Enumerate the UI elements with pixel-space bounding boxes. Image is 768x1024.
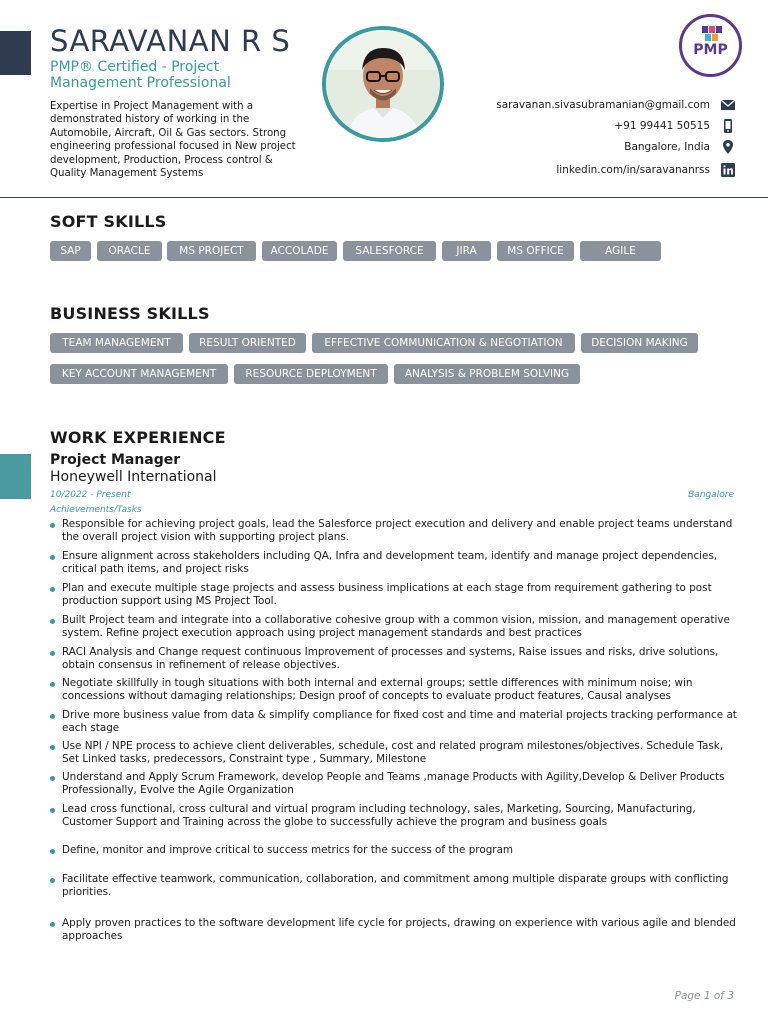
phone-icon — [720, 118, 736, 134]
achievement-item — [50, 677, 740, 703]
contact-email-text: saravanan.sivasubramanian@gmail.com — [496, 99, 710, 111]
contact-phone-text: +91 99441 50515 — [614, 120, 710, 132]
achievement-item — [50, 646, 740, 672]
profile-photo — [322, 26, 444, 142]
job-title: Project Manager — [50, 452, 181, 468]
achievement-text: Apply proven practices to the software development life cycle for projects, drawing on experience with various agile and blended approaches — [62, 917, 736, 943]
achievements-label: Achievements/Tasks — [50, 505, 142, 515]
bullet-icon — [50, 682, 55, 687]
achievement-text: Define, monitor and improve critical to success metrics for the success of the program — [62, 844, 514, 856]
skill-tag: DECISION MAKING — [581, 333, 698, 353]
candidate-name: SARAVANAN R S — [50, 24, 291, 58]
achievement-text: Drive more business value from data & simplify compliance for fixed cost and time and material projects tracking performance at each stage — [62, 709, 737, 735]
skill-tag: SAP — [50, 241, 91, 261]
bullet-icon — [50, 619, 55, 624]
achievement-text: Plan and execute multiple stage projects and assess business implications at each stage from requirement gathering to post production support using MS Project Tool. — [62, 582, 712, 608]
email-icon — [720, 97, 736, 113]
achievement-text: Negotiate skillfully in tough situations with both internal and external groups; settle differences with minimum noise; win concessions without damaging relationships; Design proof of concepts to evaluate product features, Causal analyses — [62, 677, 693, 703]
achievement-item — [50, 518, 740, 544]
bullet-icon — [50, 555, 55, 560]
skill-tag: TEAM MANAGEMENT — [50, 333, 183, 353]
skill-tag: ORACLE — [97, 241, 162, 261]
achievement-item — [50, 614, 740, 640]
achievement-text: Facilitate effective teamwork, communication, collaboration, and commitment among multiple disparate groups with conflicting priorities. — [62, 873, 729, 899]
bullet-icon — [50, 922, 55, 927]
skill-tag: MS PROJECT — [167, 241, 256, 261]
job-dates: 10/2022 - Present — [50, 490, 131, 500]
bullet-icon — [50, 714, 55, 719]
contact-email[interactable] — [496, 96, 736, 114]
bullet-icon — [50, 878, 55, 883]
achievement-text: Use NPI / NPE process to achieve client deliverables, schedule, cost and related program milestones/objectives. Schedule Task, Set Linked tasks, predecessors, Constraint type , Summary, Milestone — [62, 740, 724, 766]
pmp-badge — [679, 14, 742, 77]
skill-tag: JIRA — [442, 241, 491, 261]
pmi-logo-icon — [702, 26, 722, 42]
bullet-icon — [50, 523, 55, 528]
achievement-item — [50, 803, 740, 829]
achievement-item — [50, 771, 740, 797]
achievement-text: Lead cross functional, cross cultural and virtual program including technology, sales, Marketing, Sourcing, Manufacturing, Customer Support and Training across the globe to successfully achieve the program and business goals — [62, 803, 696, 829]
bullet-icon — [50, 651, 55, 656]
skill-tag: AGILE — [580, 241, 661, 261]
achievement-item — [50, 740, 740, 766]
contact-linkedin-text: linkedin.com/in/saravananrss — [556, 164, 710, 176]
company-name: Honeywell International — [50, 469, 217, 485]
achievement-item — [50, 873, 740, 899]
contact-location-text: Bangalore, India — [624, 141, 710, 153]
profile-summary: Expertise in Project Management with a demonstrated history of working in the Automobile, Aircraft, Oil & Gas sectors. Strong engineering professional focused in New project development, Production, Process control & Quality Management Systems — [50, 101, 296, 180]
section-accent-bar — [0, 454, 31, 499]
bullet-icon — [50, 587, 55, 592]
skill-tag: SALESFORCE — [343, 241, 436, 261]
work-experience-title: WORK EXPERIENCE — [50, 428, 226, 447]
achievement-text: Built Project team and integrate into a collaborative cohesive group with a common vision, mission, and management operative system. Refine project execution approach using project management standards and best practices — [62, 614, 730, 640]
linkedin-icon — [720, 162, 736, 178]
soft-skills-title: SOFT SKILLS — [50, 212, 167, 231]
achievement-item — [50, 844, 740, 857]
contact-phone[interactable] — [614, 117, 736, 135]
achievement-text: Ensure alignment across stakeholders including QA, Infra and development team, identify and manage project dependencies, critical path items, and project risks — [62, 550, 718, 576]
achievement-text: Responsible for achieving project goals, lead the Salesforce project execution and delivery and enable project teams understand the overall project vision with supporting project plans. — [62, 518, 733, 544]
skill-tag: RESULT ORIENTED — [189, 333, 306, 353]
bullet-icon — [50, 808, 55, 813]
header-divider — [0, 197, 768, 198]
skill-tag: RESOURCE DEPLOYMENT — [234, 364, 388, 384]
achievement-text: RACI Analysis and Change request continuous Improvement of processes and systems, Raise issues and risks, drive solutions, obtain consensus in refinement of release objectives. — [62, 646, 719, 672]
achievement-item — [50, 917, 740, 943]
bullet-icon — [50, 776, 55, 781]
candidate-subtitle: PMP® Certified - Project Management Professional — [50, 59, 231, 91]
skill-tag: ANALYSIS & PROBLEM SOLVING — [394, 364, 580, 384]
pmp-badge-text: PMP — [693, 42, 728, 58]
achievement-text: Understand and Apply Scrum Framework, develop People and Teams ,manage Products with Agility,Develop & Deliver Products Professionally, Evolve the Agile Organization — [62, 771, 725, 797]
location-pin-icon — [720, 139, 736, 155]
bullet-icon — [50, 745, 55, 750]
achievement-item — [50, 550, 740, 576]
skill-tag: ACCOLADE — [262, 241, 337, 261]
skill-tag: KEY ACCOUNT MANAGEMENT — [50, 364, 228, 384]
skill-tag: EFFECTIVE COMMUNICATION & NEGOTIATION — [312, 333, 575, 353]
contact-linkedin[interactable] — [556, 161, 736, 179]
page-number: Page 1 of 3 — [674, 990, 734, 1002]
achievement-item — [50, 582, 740, 608]
header-accent-bar — [0, 31, 31, 75]
skill-tag: MS OFFICE — [497, 241, 574, 261]
achievement-item — [50, 709, 740, 735]
job-location: Bangalore — [688, 490, 734, 500]
bullet-icon — [50, 849, 55, 854]
business-skills-title: BUSINESS SKILLS — [50, 304, 210, 323]
contact-location — [624, 138, 736, 156]
